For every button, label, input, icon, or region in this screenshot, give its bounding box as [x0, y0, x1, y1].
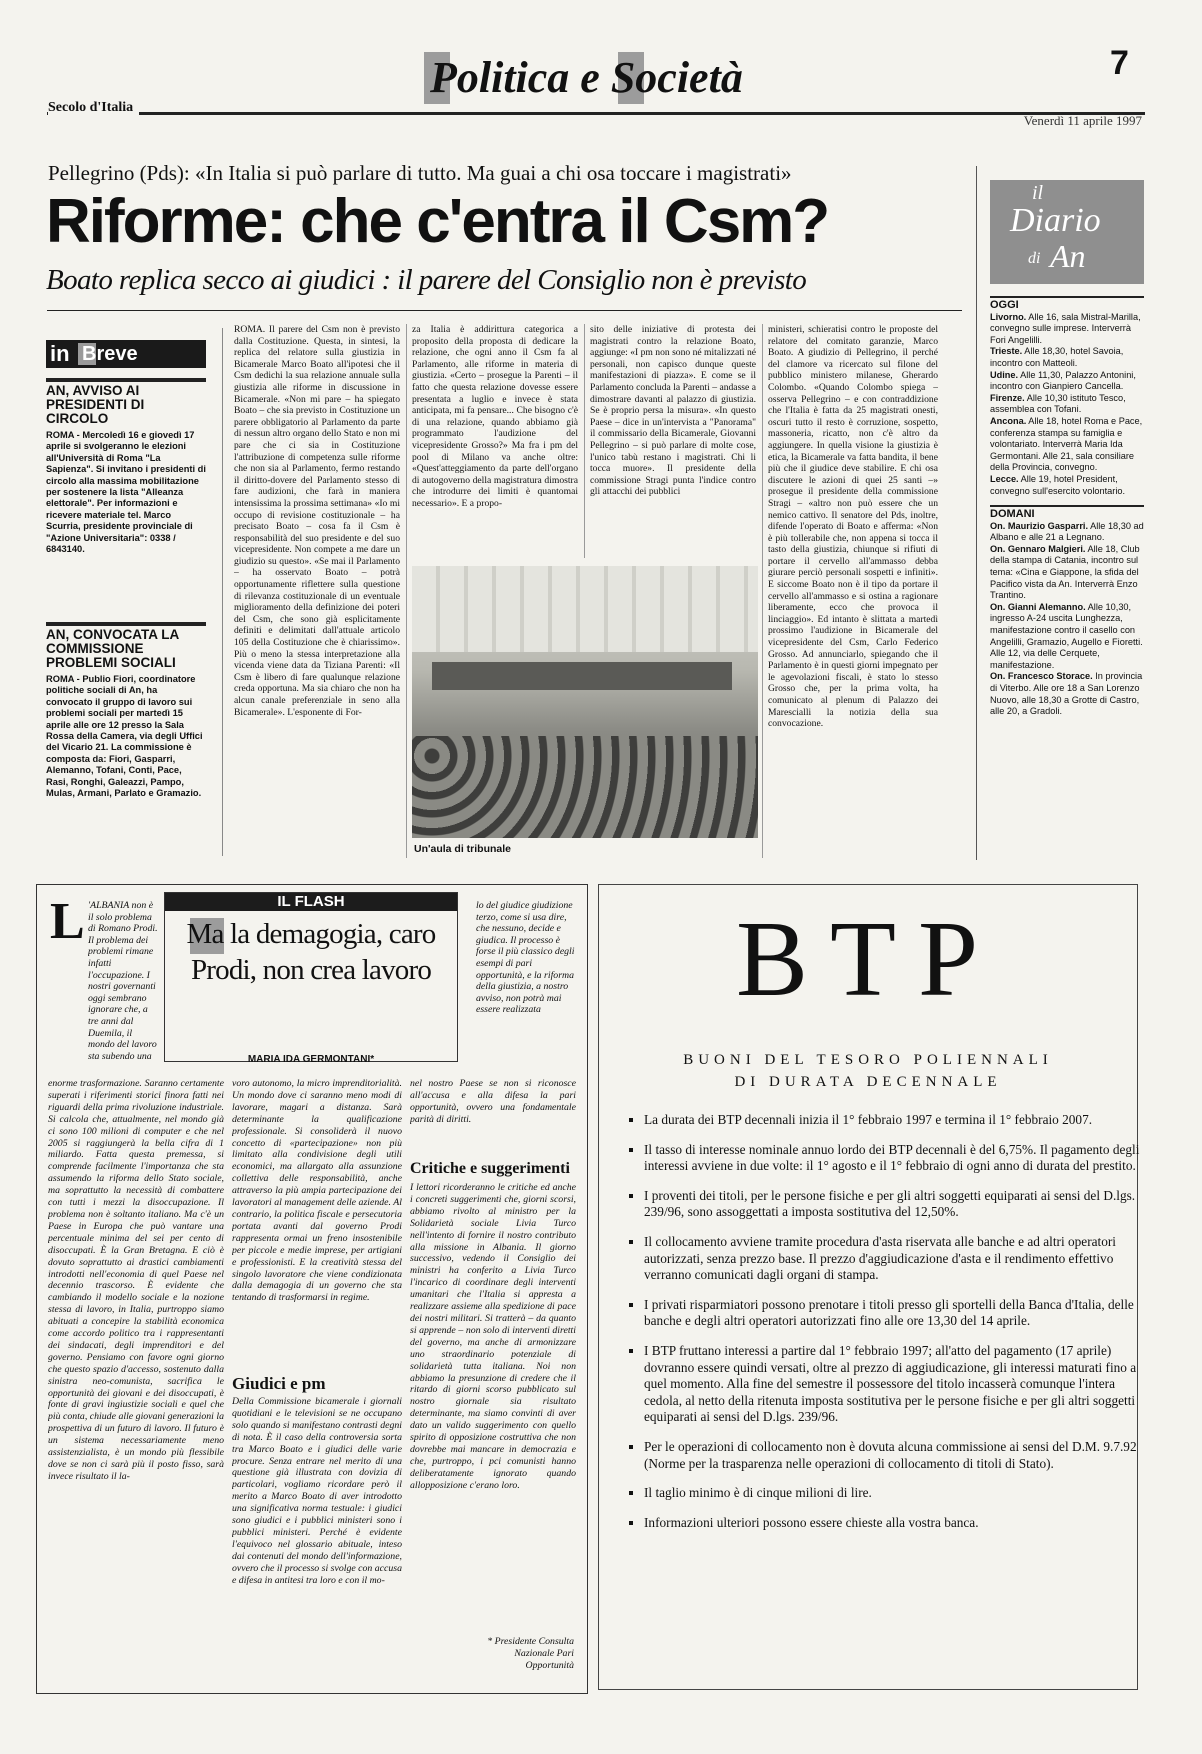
diary-entry-place: Lecce. — [990, 473, 1019, 484]
diary-logo — [990, 180, 1144, 284]
section-title-text: Politica e Società — [430, 53, 743, 102]
diary-oggi-label: OGGI — [990, 296, 1144, 312]
flash-headline-text: Ma la demagogia, caro Prodi, non crea lavoro — [186, 918, 436, 986]
btp-condition: ▪ I proventi dei titoli, per le persone fisiche e per gli altri soggetti equiparati ai sensi del D.lgs. 239/96, sono assoggettati a imposta sostitutiva del 12,50%. — [644, 1188, 1150, 1221]
flash-headline — [168, 916, 454, 1030]
in-breve-item-text: ROMA - Mercoledì 16 e giovedì 17 aprile si svolgeranno le elezioni all'Università di Roma "La Sapienza". Si invitano i presidenti di circolo alla massima mobilitazione per sostenere la lista "Alleanza elettorale". Per informazioni e ricevere materiale tel. Marco Scurria, presidente provinciale di "Azione Universitaria": 0338 / 6843140. — [46, 430, 206, 555]
diary-logo-di: di — [1028, 250, 1041, 267]
column-rule — [584, 324, 585, 558]
diary-entry — [990, 393, 1144, 416]
in-breve-badge — [46, 340, 206, 368]
diary-entry — [990, 346, 1144, 369]
in-breve-in: in — [50, 341, 70, 366]
in-breve-breve: Breve — [82, 343, 138, 365]
photo-caption: Un'aula di tribunale — [414, 843, 512, 855]
diary-entry — [990, 370, 1144, 393]
diary-entry-place: Ancona. — [990, 415, 1027, 426]
diary-domani-label: DOMANI — [990, 505, 1144, 521]
section-title — [420, 44, 800, 106]
in-breve-item-title: AN, AVVISO AI PRESIDENTI DI CIRCOLO — [46, 383, 145, 426]
btp-condition: ▪ I privati risparmiatori possono prenotare i titoli presso gli sportelli della Banca d'Italia, delle banche e degli altri operatori autorizzati fino alle ore 13,30 del 14 aprile. — [644, 1297, 1150, 1330]
flash-intro: 'ALBANIA non è il solo problema di Romano Prodi. Il problema dei problemi rimane infatti l'occupazione. I nostri governanti oggi sembrano ignorare che, a tre anni dal Duemila, il mondo del lavoro sta subendo una — [88, 900, 158, 1062]
btp-condition: ▪ I BTP fruttano interessi a partire dal 1° febbraio 1997; all'atto del pagamento (17 aprile) dovranno essere quindi versati, oltre al prezzo di aggiudicazione, gli interessi maturati fino a quel momento. Alla fine del semestre il possessore del titolo incasserà comunque l'intera cedola, al netto della ritenuta imposta sostitutiva per le persone fisiche e per gli altri soggetti equiparati ai sensi del D.lgs. 239/96. — [644, 1343, 1150, 1426]
btp-condition: ▪ Il collocamento avviene tramite procedura d'asta riservata alle banche e ad altri operatori autorizzati, senza prezzo base. Il prezzo d'aggiudicazione d'asta e il rendimento effettivo verranno comunicati dagli organi di stampa. — [644, 1234, 1150, 1284]
column-rule — [406, 324, 407, 858]
diary-logo-diario: Diario — [1010, 202, 1101, 239]
flash-subheading: Giudici e pm — [232, 1374, 326, 1393]
diary-entry-place: Firenze. — [990, 392, 1025, 403]
in-breve-rule — [46, 378, 206, 382]
btp-condition: ▪ Per le operazioni di collocamento non è dovuta alcuna commissione ai sensi del D.M. 9.7.92 (Norme per la trasparenza nelle operazioni di collocamento di titoli di Stato). — [644, 1439, 1150, 1472]
newspaper-name: Secolo d'Italia — [48, 100, 139, 116]
header-rule — [47, 112, 1145, 115]
btp-subtitle-1: BUONI DEL TESORO POLIENNALI — [683, 1052, 1053, 1068]
diary-entry — [990, 602, 1144, 672]
in-breve-divider — [222, 328, 223, 856]
diary-entry-place: On. Gennaro Malgieri. — [990, 543, 1086, 554]
btp-conditions-list — [616, 1112, 1150, 1544]
diary-entry-place: Livorno. — [990, 311, 1027, 322]
diary-entry — [990, 312, 1144, 347]
flash-subheading: Critiche e suggerimenti — [410, 1160, 570, 1177]
flash-column-3a: lo del giudice giudizione terzo, come si usa dire, che nessuno, decide e giudica. Il processo è forse il più classico degli esempi di pari opportunità, e la riforma della giustizia, a nostro avviso, non potrà mai essere realizzata — [476, 900, 575, 1016]
diary-entry-text: Alle 18,30 ad Albano e alle 21 a Legnano. — [990, 520, 1144, 543]
btp-condition: ▪ Il taglio minimo è di cinque milioni di lire. — [644, 1485, 1150, 1502]
diary-entry-text: Alle 16, sala Mistral-Marilla, convegno sulle imprese. Interverrà Fori Angelilli. — [990, 311, 1141, 345]
btp-condition: ▪ Il tasso di interesse nominale annuo lordo dei BTP decennali è del 6,75%. Il pagamento degli interessi avviene in due volte: il 1° agosto e il 1° febbraio di ogni anno di durata del prestito. — [644, 1142, 1150, 1175]
flash-column-1: enorme trasformazione. Saranno certamente superati i riferimenti storici finora fatti nei riguardi della prima rivoluzione industriale. Si calcola che, attualmente, nel mondo già ci sono 100 milioni di computer e che nel 2005 si raggiungerà la bella cifra di 1 miliardo. Fatta questa premessa, si comprende facilmente l'importanza che sta assumendo la riforma dello Stato sociale, ma soprattutto la necessità di combattere con tutti i mezzi la disoccupazione. Il problema non è soltanto italiano. Ma c'è un Paese in Europa che può vantare una percentuale minima del sei per cento di disoccupati. È la Gran Bretagna. E ciò è dovuto soprattutto ai drastici cambiamenti introdotti nell'economia di quel Paese nel decennio trascorso. È evidente che cambiando il modello sociale e la nozione stessa di lavoro, in Italia, purtroppo siamo abituati a concepire la stabilità economica come accordo politico tra i rappresentanti dei sindacati, degli imprenditori e del governo. Pensiamo con favore ogni giorno che questo spazio d'accesso, sostenuto dalla sinistra neo-comunista, sacrifica le opportunità dei giovani e dei disoccupati, è fonte di gravi ingiustizie sociali e quel che più conta, chiude alle giovani generazioni la prospettiva di un futuro di lavoro. Il futuro è un sistema necessariamente meno assistenzialista, è un mondo più flessibile dove se non ci sarà più il posto fisso, sarà invece risultato il la- — [48, 1078, 224, 1482]
flash-column-3c: I lettori ricorderanno le critiche ed anche i concreti suggerimenti che, giorni scorsi, abbiamo rivolto al ministro per la Solidarietà sociale Livia Turco nell'intento di fornire il nostro contributo alla missione in Albania. Il giorno successivo, vedendo il Consiglio dei ministri ha conferito a Livia Turco l'incarico di coordinare degli interventi umanitari che l'Italia si appresta a realizzare assieme alla spedizione di pace dei nostri militari. Si tratterà – da quanto si apprende – non solo di interventi diretti del governo, ma anche di armonizzare uno straordinario potenziale di solidarietà tutta italiana. Noi non abbiamo la presunzione di credere che il ritardo di giorni scorso pubblicato sul nostro giornale sia risultato determinante, ma siamo convinti di aver dato un valido suggerimento con quello spirito di opposizione costruttiva che non dovrebbe mai mancare in democrazia e che, purtroppo, i pci comunisti hanno deliberatamente ignorato quando allopposizione c'erano loro. — [410, 1182, 576, 1491]
diary-body — [990, 296, 1144, 858]
flash-signature: * Presidente Consulta Nazionale Pari Opportunità — [487, 1636, 574, 1671]
courtroom-photo — [412, 566, 758, 838]
diary-entry — [990, 521, 1144, 544]
issue-date: Venerdì 11 aprile 1997 — [1023, 113, 1142, 128]
btp-condition: ▪ Informazioni ulteriori possono essere chieste alla vostra banca. — [644, 1515, 1150, 1532]
diary-entry-place: Trieste. — [990, 346, 1023, 357]
diary-entry-text: Alle 18,30, hotel Savoia, incontro con Matteoli. — [990, 346, 1124, 368]
diary-entry — [990, 671, 1144, 717]
diary-frame-left — [976, 166, 977, 860]
in-breve-item — [46, 384, 206, 555]
flash-author: MARIA IDA GERMONTANI* — [247, 1054, 375, 1065]
btp-subtitle-2: DI DURATA DECENNALE — [734, 1074, 1002, 1090]
flash-column-3b: nel nostro Paese se non si riconosce all'accusa e alla difesa la pari opportunità, ovvero una fondamentale parità di diritti. — [410, 1078, 576, 1125]
article-headline: Riforme: che c'entra il Csm? — [46, 187, 829, 256]
article-column-3: sito delle iniziative di protesta dei magistrati contro la relazione Boato, aggiunge: «I pm non sono né mitalizzati né personali, non capisco dunque queste manifestazioni di piazza». E come se il Parlamento concluda la Parenti – andasse a dimostrare davanti al palazzo di giustizia. Se è proprio persa la misura». «In questo Paese – dice in un'intervista a "Panorama" il commissario della Bicamerale, Giovanni Pellegrino – si può parlare di molte cose, l'unico tabù restano i magistrati. Chi li tocca muore». Il presidente della commissione Stragi punta l'indice contro gli attacchi dei pubblici — [590, 324, 756, 498]
in-breve-rule — [46, 622, 206, 626]
diary-logo-an: An — [1050, 238, 1086, 274]
diary-entry-text: In provincia di Viterbo. Alle ore 18 a San Lorenzo Nuovo, alle 18,30 a Grotte di Castro, alle 20, a Gradoli. — [990, 671, 1143, 717]
diary-entry-text: Alle 18, hotel Roma e Pace, conferenza stampa su famiglia e volontariato. Interverrà Maria Ida Germontani. Alle 21, sala consiliare della Provincia, convegno. — [990, 415, 1143, 473]
diary-entry-text: Alle 10,30 istituto Tesco, assemblea con Tofani. — [990, 392, 1126, 415]
diary-entry-text: Alle 19, hotel President, convegno sull'esercito volontario. — [990, 473, 1126, 496]
diary-entry-text: Alle 18, Club della stampa di Catania, incontro sul tema: «Cina e Giappone, la sfida del Pacifico vista da An. Interverrà Enzo Trantino. — [990, 543, 1140, 601]
diary-entry-place: On. Maurizio Gasparri. — [990, 520, 1089, 531]
in-breve-item-title: AN, CONVOCATA LA COMMISSIONE PROBLEMI SOCIALI — [46, 627, 179, 670]
diary-entry — [990, 416, 1144, 474]
article-column-1: ROMA. Il parere del Csm non è previsto dalla Costituzione. Questa, in sintesi, la replica del relatore sulla giustizia in Bicamerale Marco Boato all'ipotesi che il Csm dedichi la sua relazione annuale sulla giustizia alle riforme in discussione in Bicamerale. «Non mi pare – ha spiegato Boato – che sia previsto in Costituzione un parere obbligatorio al Parlamento da parte di nessun altro organo dello Stato e non mi pare che ci sia in Costituzione l'attribuzione di competenza sulle riforme che non sia al Parlamento, fermo restando il diritto-dovere del Parlamento stesso di fare audizioni, che farà in maniera intensissima la prossima settimana» «Io mi occupo di revisione costituzionale – ha precisato Boato – cosa fa il Csm è responsabilità del suo presidente e del suo vicepresidente. Non compete a me dare un giudizio su questo». «Se mai il Parlamento – ha osservato Boato – potrà opportunamente riflettere sulla questione di rilevanza costituzionale di un eventuale miglioramento della definizione dei poteri del Csm, che sono già esplicitamente definiti e delimitati dall'attuale articolo 105 della Costituzione che è chiarissimo». Più o meno la stessa interpretazione alla vicenda viene data da Tiziana Parenti: «Il Csm è libero di fare qualunque relazione creda opportuna. Ma sia chiaro che non ha alcun canale preferenziale in seno alla Bicamerale». L'esponente di For- — [234, 324, 400, 718]
diary-entry — [990, 474, 1144, 497]
column-rule — [762, 324, 763, 858]
in-breve-item — [46, 628, 206, 799]
article-kicker: Pellegrino (Pds): «In Italia si può parlare di tutto. Ma guai a chi osa toccare i magistrati» — [48, 161, 792, 185]
btp-condition: ▪ La durata dei BTP decennali inizia il 1° febbraio 1997 e termina il 1° febbraio 2007. — [644, 1112, 1150, 1129]
flash-column-2b: Della Commissione bicamerale i giornali quotidiani e le televisioni se ne occupano solo quando si manifestano contrasti degni di nota. È il caso della controversia sorta tra Marco Boato e i giudici delle varie procure. Senza entrare nel merito di una questione già illustrata con dovizia di particolari, vogliamo ricordare però il merito a Marco Boato di aver introdotto una significativa norma testuale: i giudici sono giudici e i pubblici ministeri sono i pubblici ministeri. Perché è evidente l'equivoco nel glossario abituale, inteso dai contenuti del mondo dell'informazione, ovvero che il processo si svolge con accusa e difesa in antitesi tra loro e con il mo- — [232, 1396, 402, 1586]
diary-entry — [990, 544, 1144, 602]
flash-column-2: voro autonomo, la micro imprenditorialità. Un mondo dove ci saranno meno modi di lavorare, magari a distanza. Sarà determinante la qualificazione professionale. Si consoliderà il nuovo concetto di «partecipazione» non più limitato alla condivisione degli utili economici, ma allargato alla assunzione collettiva delle responsabilità, anche attraverso la più ampia partecipazione dei lavoratori al management delle aziende. Al contrario, la politica fiscale e persecutoria portata avanti dal governo Prodi rappresenta ormai un freno insostenibile per piccole e medie imprese, per artigiani e professionisti. E la creatività stessa del singolo lavoratore che viene condizionata dalla demagogia di un governo che sta tentando di trasformarsi in regime. — [232, 1078, 402, 1304]
article-subheadline: Boato replica secco ai giudici : il parere del Consiglio non è previsto — [46, 264, 807, 296]
diary-entry-place: Udine. — [990, 369, 1019, 380]
photo-bench — [432, 662, 732, 690]
diary-entry-text: Alle 10,30, ingresso A-24 uscita Lunghezza, manifestazione contro il casello con Angelilli, Gramazio, Augello e Fioretti. Alle 12, via delle Cerquete, manifestazione. — [990, 601, 1143, 670]
photo-wall — [412, 566, 758, 652]
article-column-4: ministeri, schieratisi contro le proposte del relatore del comitato garanzie, Marco Boato. A giudizio di Pellegrino, il perché del clamore va ricercato sul filone del pubblico ministero milanese, Gherardo Colombo. «Quando Colombo spiega – osserva Pellegrino – e con contraddizione che l'Italia è fatta da 25 magistrati onesti, oscuri tutto il resto è corruzione, sospetto, massoneria, ricatto, non c'è altro da aggiungere. In quella visione la giustizia è etica, la Bicamerale va fatta bandita, il bene più che il giudice deve stabilire. E chi osa discutere le azioni di quei 25 santi –» prosegue il presidente della commissione Stragi – «altro non può essere che un nemico cattivo. Il senatore del Pds, inoltre, difende l'operato di Boato e afferma: «Non è più tollerabile che, non appena si tocca il tasto della giustizia, chiunque si rifiuti di portare il cervello all'ammasso debba giurare perciò personali sospetti e infiniti». E siccome Boato non è il tipo da portare il cervello all'ammasso e si ostina a ragionare liberamente, ecco che provoca il linciaggio». Ed intanto è slittata a martedì prossimo l'audizione in Bicamerale del vicepresidente del Csm, Carlo Federico Grosso. Ad annunciarlo, spiegando che il Parlamento è in questi giorni impegnato per le agevolazioni fiscali, è stato lo stesso Grosso che, per la prima volta, ha comunicato al plenum di Palazzo dei Marescialli la notizia della sua convocazione. — [768, 324, 938, 730]
diary-logo-il: il — [1032, 182, 1044, 204]
photo-audience — [412, 736, 758, 838]
headline-rule — [47, 310, 962, 311]
diary-entry-place: On. Francesco Storace. — [990, 671, 1093, 682]
page-number: 7 — [1110, 44, 1129, 82]
diary-entry-text: Alle 11,30, Palazzo Antonini, incontro con Gianpiero Cancella. — [990, 369, 1136, 392]
in-breve-item-text: ROMA - Publio Fiori, coordinatore politiche sociali di An, ha convocato il gruppo di lavoro sui problemi sociali per martedì 15 aprile alle ore 12 presso la Sala Rossa della Camera, via degli Uffici del Vicario 21. La commissione è composta da: Fiori, Gasparri, Alemanno, Tofani, Conti, Pace, Rasi, Ronghi, Galeazzi, Pampo, Mulas, Armani, Parlato e Gramazio. — [46, 674, 203, 799]
flash-dropcap: L — [50, 893, 85, 950]
in-breve-column — [46, 334, 206, 858]
btp-title: BTP — [735, 900, 1001, 1019]
article-column-2: za Italia è addirittura categorica a proposito della proposta di dedicare la relazione, che ogni anno il Csm fa al Parlamento, alle riforme in materia di giustizia. «Certo – prosegue la Parenti – il fatto che questa relazione dovesse essere presentata a luglio e invece è stata anticipata, mi fa pensare... Che bisogno c'è di una relazione, quando abbiamo già programmato l'audizione del vicepresidente Grosso?» Ma fra i pm del pool di Milano va anche oltre: «Quest'atteggiamento da parte dell'organo di autogoverno della magistratura dimostra che introdurre dei limiti è quantomai necessario». E a propo- — [412, 324, 578, 509]
flash-label: IL FLASH — [164, 892, 458, 911]
diary-entry-place: On. Gianni Alemanno. — [990, 601, 1086, 612]
